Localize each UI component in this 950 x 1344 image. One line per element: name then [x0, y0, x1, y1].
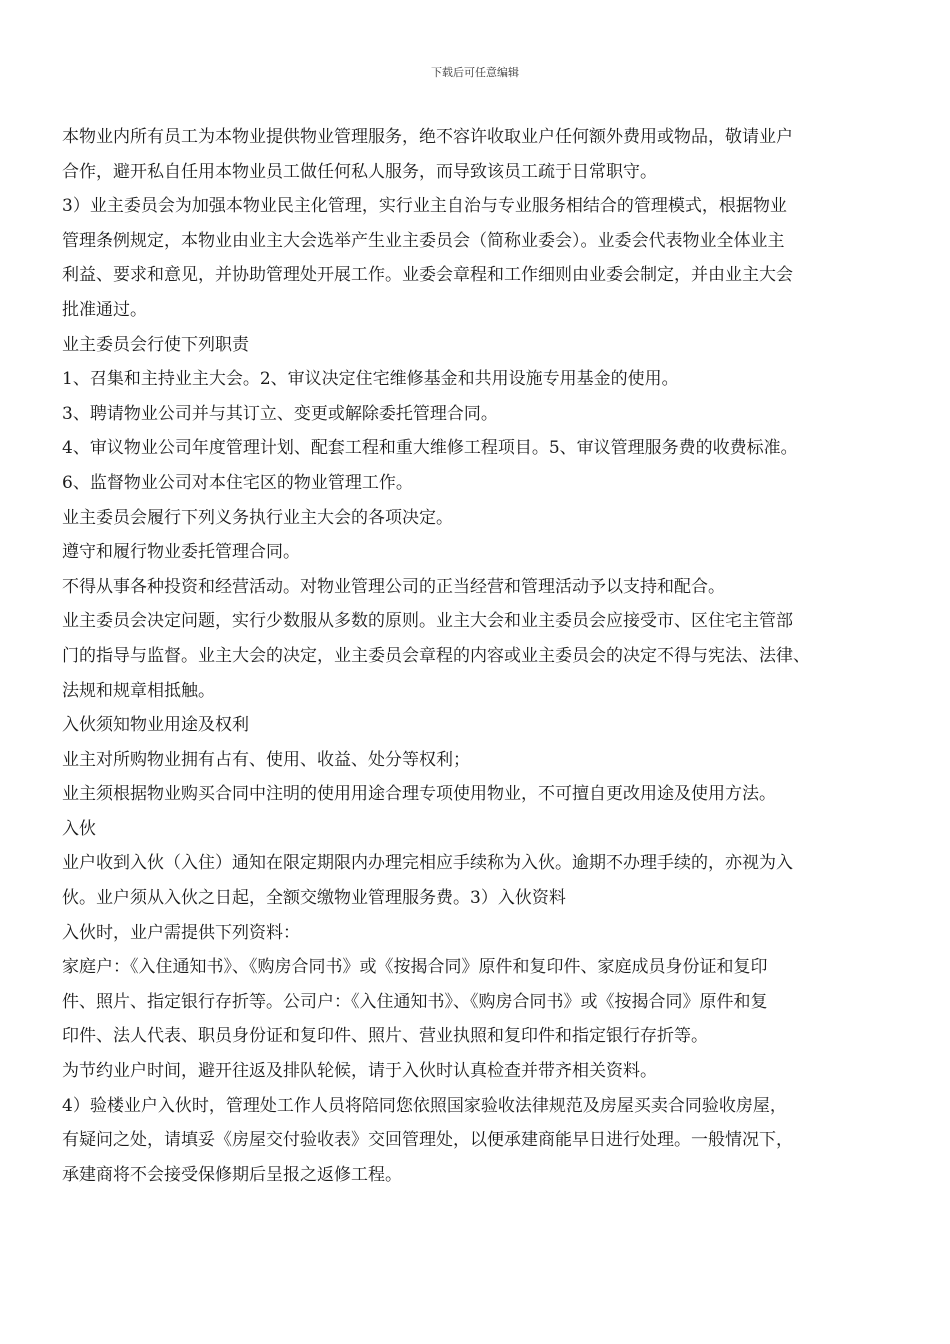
document-body: [62, 120, 892, 1192]
section-heading: 入伙须知物业用途及权利: [62, 715, 249, 736]
text-line: 门的指导与监督。业主大会的决定，业主委员会章程的内容或业主委员会的决定不得与宪法、法律、: [62, 645, 810, 666]
text-line: 本物业内所有员工为本物业提供物业管理服务，绝不容许收取业户任何额外费用或物品，敬请业户: [62, 127, 793, 147]
text-line: 伙。业户须从入伙之日起，全额交缴物业管理服务费。3）入伙资料: [62, 888, 566, 909]
text-line: 业主委员会履行下列义务执行业主大会的各项决定。: [62, 507, 453, 528]
section-heading: 入伙: [62, 818, 96, 839]
text-line: 件、照片、指定银行存折等。公司户：《入住通知书》、《购房合同书》或《按揭合同》原件和复: [62, 991, 768, 1012]
text-line: 4）验楼业户入伙时，管理处工作人员将陪同您依照国家验收法律规范及房屋买卖合同验收房屋，: [62, 1095, 787, 1116]
page-header: 下载后可任意编辑: [431, 66, 519, 79]
text-line: 不得从事各种投资和经营活动。对物业管理公司的正当经营和管理活动予以支持和配合。: [62, 576, 725, 597]
text-line: 1、召集和主持业主大会。2、审议决定住宅维修基金和共用设施专用基金的使用。: [62, 369, 679, 390]
text-line: 4、审议物业公司年度管理计划、配套工程和重大维修工程项目。5、审议管理服务费的收费标准。: [62, 438, 798, 459]
text-line: 3、聘请物业公司并与其订立、变更或解除委托管理合同。: [62, 403, 498, 424]
section-heading: 业主委员会行使下列职责: [62, 334, 249, 355]
text-line: 有疑问之处，请填妥《房屋交付验收表》交回管理处，以便承建商能早日进行处理。一般情况下，: [62, 1130, 793, 1151]
text-line: 合作，避开私自任用本物业员工做任何私人服务，而导致该员工疏于日常职守。: [62, 161, 657, 182]
text-line: 法规和规章相抵触。: [62, 680, 215, 701]
text-line: 业户收到入伙（入住）通知在限定期限内办理完相应手续称为入伙。逾期不办理手续的，亦视为入: [62, 853, 793, 874]
text-line: 业主委员会决定问题，实行少数服从多数的原则。业主大会和业主委员会应接受市、区住宅主管部: [62, 611, 793, 632]
text-line: 业主对所购物业拥有占有、使用、收益、处分等权利；: [62, 749, 470, 770]
text-line: 入伙时，业户需提供下列资料：: [62, 922, 300, 943]
text-line: 管理条例规定，本物业由业主大会选举产生业主委员会（简称业委会）。业委会代表物业全体业主: [62, 230, 785, 251]
text-line: 3）业主委员会为加强本物业民主化管理，实行业主自治与专业服务相结合的管理模式，根据物业: [62, 196, 787, 217]
text-line: 利益、要求和意见，并协助管理处开展工作。业委会章程和工作细则由业委会制定，并由业主大会: [62, 265, 793, 286]
text-line: 为节约业户时间，避开往返及排队轮候，请于入伙时认真检查并带齐相关资料。: [62, 1061, 657, 1082]
text-line: 遵守和履行物业委托管理合同。: [62, 542, 300, 563]
text-line: 6、监督物业公司对本住宅区的物业管理工作。: [62, 472, 413, 493]
text-line: 家庭户：《入住通知书》、《购房合同书》或《按揭合同》原件和复印件、家庭成员身份证和复印: [62, 957, 768, 978]
text-line: 承建商将不会接受保修期后呈报之返修工程。: [62, 1164, 402, 1185]
text-line: 业主须根据物业购买合同中注明的使用用途合理专项使用物业，不可擅自更改用途及使用方法。: [62, 784, 776, 805]
text-line: 批准通过。: [62, 299, 147, 320]
text-line: 印件、法人代表、职员身份证和复印件、照片、营业执照和复印件和指定银行存折等。: [62, 1026, 708, 1047]
